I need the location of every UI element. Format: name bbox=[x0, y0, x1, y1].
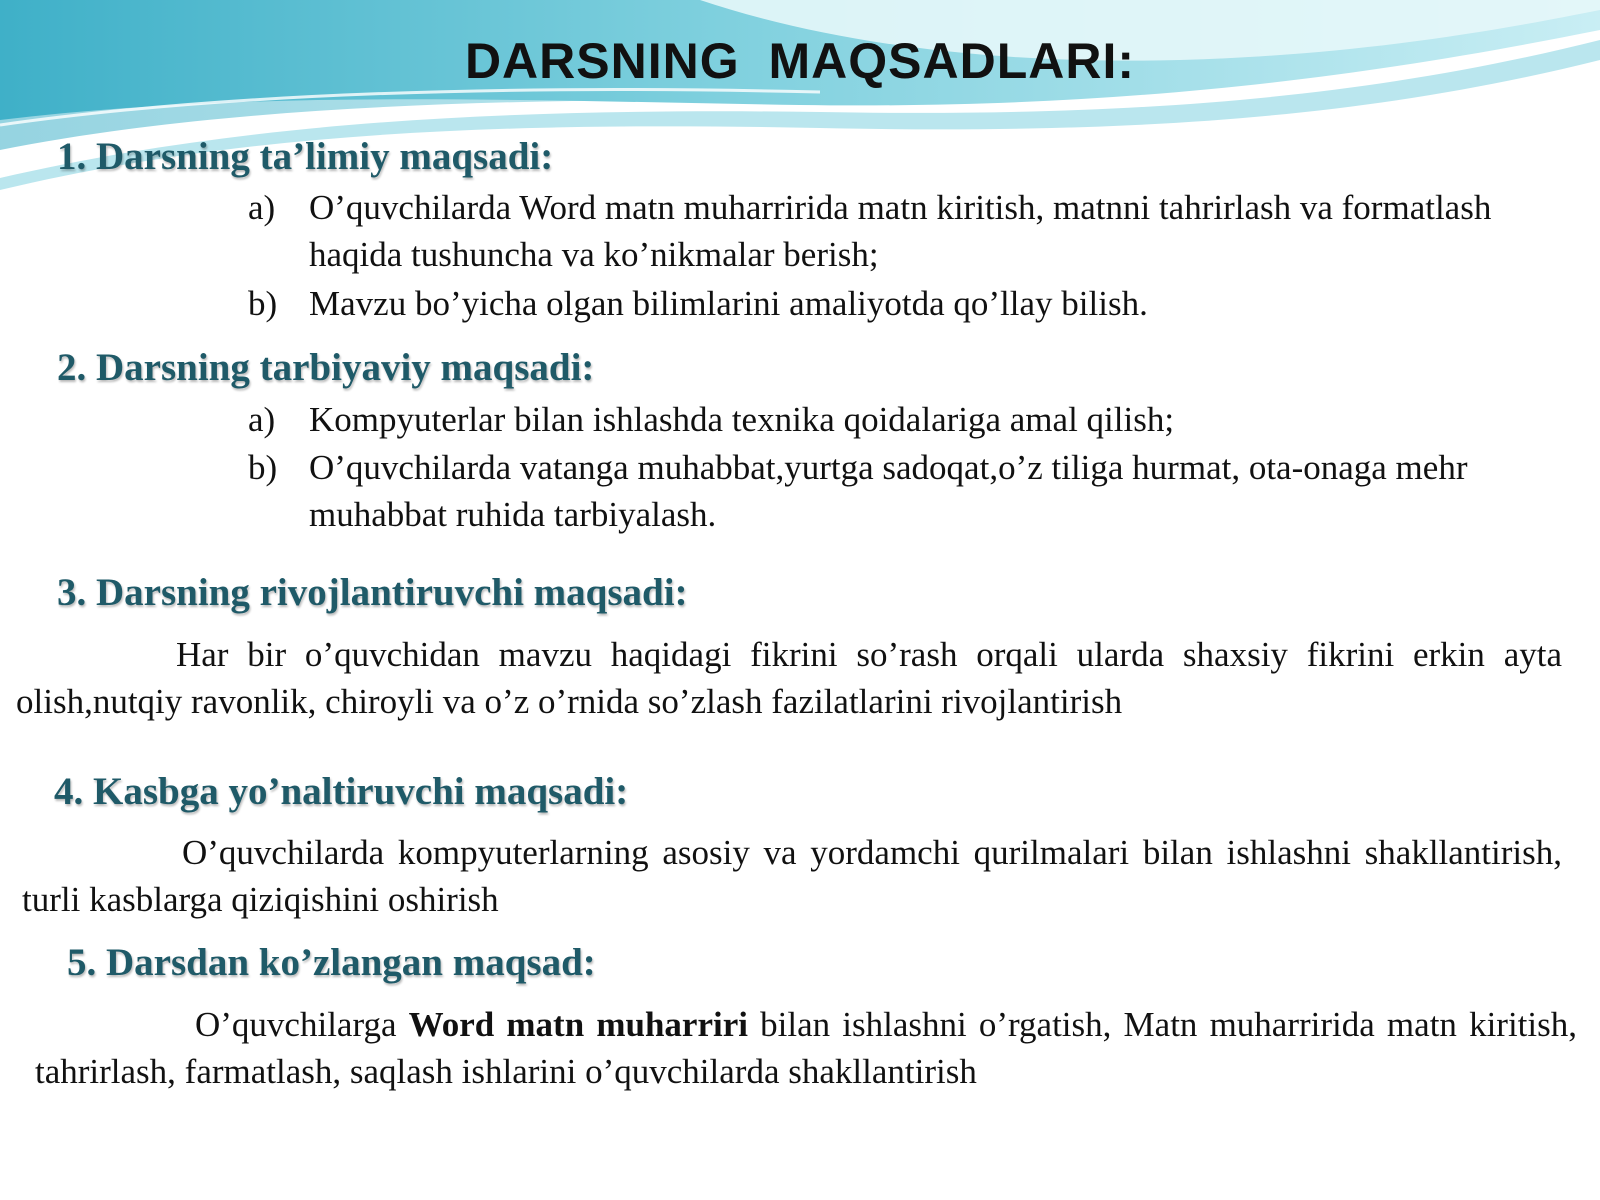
list-marker: b) bbox=[248, 448, 278, 487]
heading-kasbga: 4. Kasbga yo’naltiruvchi maqsadi: bbox=[54, 770, 629, 813]
heading-tarbiyaviy: 2. Darsning tarbiyaviy maqsadi: bbox=[57, 346, 595, 389]
list-item-talimiy-a bbox=[248, 184, 1508, 278]
paragraph-kozlangan-end: bilan ishlashni o’rgatish, Matn muharririda matn kiritish, tahrirlash, farmatlash, saqlash ishlarini o’quvchilarda shakllantirish bbox=[35, 1005, 1577, 1091]
slide-title: DARSNING MAQSADLARI: bbox=[464, 33, 1136, 89]
list-marker: b) bbox=[248, 284, 278, 323]
list-marker: a) bbox=[248, 188, 276, 227]
list-marker: a) bbox=[248, 400, 276, 439]
heading-rivojlantiruvchi: 3. Darsning rivojlantiruvchi maqsadi: bbox=[57, 571, 688, 614]
list-text: O’quvchilarda Word matn muharririda matn kiritish, matnni tahrirlash va formatlash haqida tushuncha va ko’nikmalar berish; bbox=[309, 188, 1492, 274]
paragraph-rivojlantiruvchi: Har bir o’quvchidan mavzu haqidagi fikrini so’rash orqali ularda shaxsiy fikrini erkin ayta olish,nutqiy ravonlik, chiroyli va o’z o’rnida so’zlash fazilatlarini rivojlantirish bbox=[16, 635, 1562, 721]
list-text: O’quvchilarda vatanga muhabbat,yurtga sadoqat,o’z tiliga hurmat, ota-onaga mehr muhabbat ruhida tarbiyalash. bbox=[309, 448, 1468, 534]
heading-kozlangan: 5. Darsdan ko’zlangan maqsad: bbox=[67, 941, 596, 984]
paragraph-kozlangan-start: O’quvchilarga bbox=[195, 1005, 409, 1044]
paragraph-kozlangan bbox=[35, 1001, 1577, 1095]
heading-talimiy: 1. Darsning ta’limiy maqsadi: bbox=[57, 135, 554, 178]
paragraph-kasbga: O’quvchilarda kompyuterlarning asosiy va yordamchi qurilmalari bilan ishlashni shakllantirish, turli kasblarga qiziqishini oshirish bbox=[22, 833, 1562, 919]
list-text: Mavzu bo’yicha olgan bilimlarini amaliyotda qo’llay bilish. bbox=[309, 284, 1148, 323]
list-item-talimiy-b bbox=[248, 280, 1508, 327]
list-item-tarbiyaviy-a bbox=[248, 396, 1548, 443]
list-item-tarbiyaviy-b bbox=[248, 444, 1558, 538]
list-text: Kompyuterlar bilan ishlashda texnika qoidalariga amal qilish; bbox=[309, 400, 1175, 439]
paragraph-kozlangan-bold: Word matn muharriri bbox=[408, 1005, 748, 1044]
